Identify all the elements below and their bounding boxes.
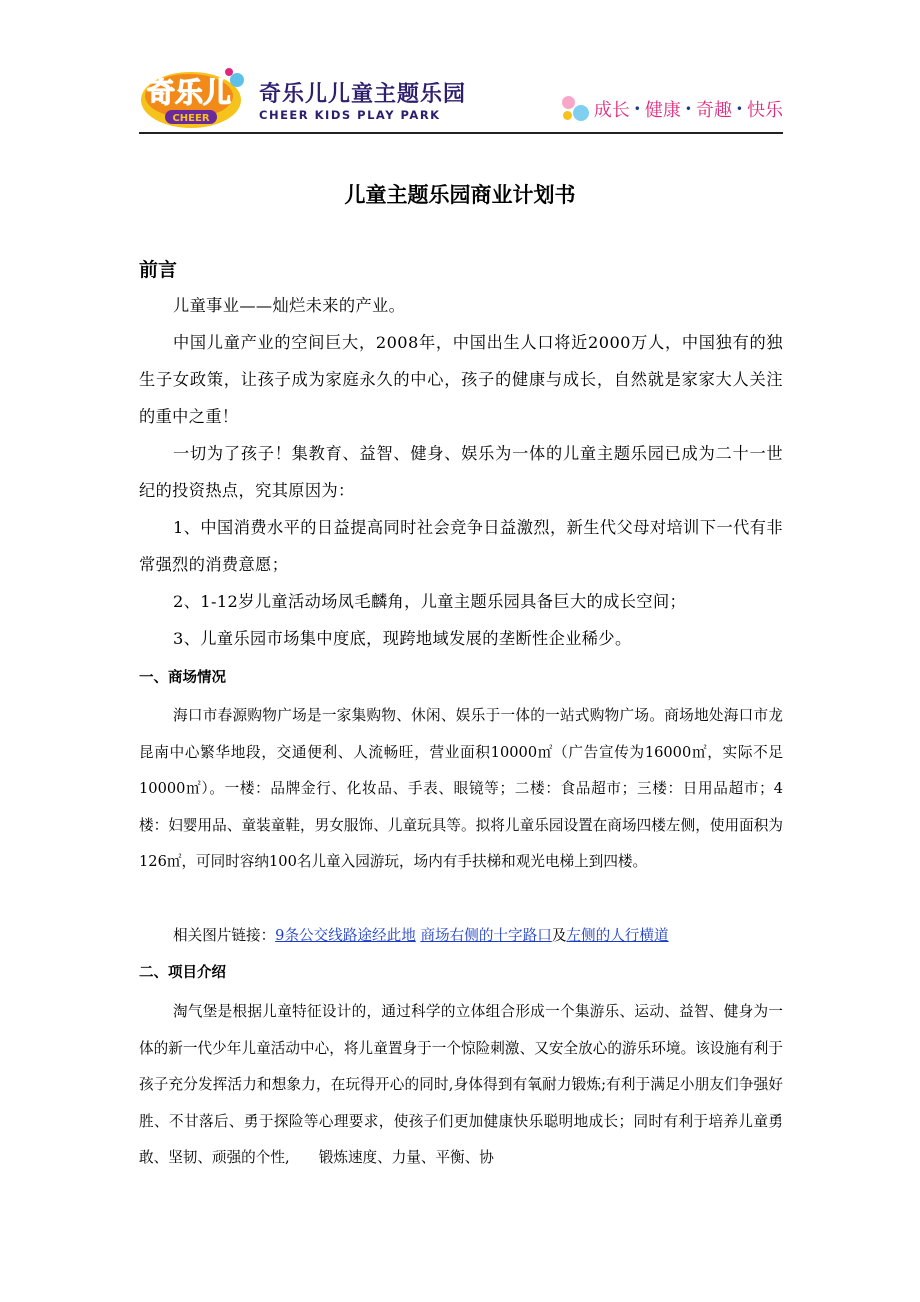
brand-block	[259, 82, 549, 122]
section-heading-mall: 一、商场情况	[139, 670, 226, 686]
logo-subtext: CHEER	[172, 113, 210, 124]
preface-paragraph: 2、1-12岁儿童活动场凤毛麟角，儿童主题乐园具备巨大的成长空间；	[173, 592, 687, 611]
slogan-word: 健康	[644, 100, 681, 121]
logo-text: 奇乐儿	[146, 76, 232, 109]
link-crosswalk[interactable]: 左侧的人行横道	[566, 927, 669, 944]
preface-heading: 前言	[139, 259, 178, 281]
slogan	[560, 94, 783, 124]
preface-paragraph: 中国儿童产业的空间巨大，2008年，中国出生人口将近2000万人，中国独有的独生子女政策，让孩子成为家庭永久的中心，孩子的健康与成长，自然就是家家大人关注的重中之重！	[139, 333, 783, 426]
bubbles-icon	[560, 94, 590, 124]
brand-name-en: CHEER KIDS PLAY PARK	[259, 108, 441, 122]
related-links	[139, 918, 783, 955]
project-paragraph: 淘气堡是根据儿童特征设计的，通过科学的立体组合形成一个集游乐、运动、益智、健身为一体的新一代少年儿童活动中心，将儿童置身于一个惊险刺激、又安全放心的游乐环境。该设施有利于孩子充分发挥活力和想象力，在玩得开心的同时,身体得到有氧耐力锻炼;有利于满足小朋友们争强好胜、不甘落后、勇于探险等心理要求，使孩子们更加健康快乐聪明地成长；同时有利于培养儿童勇敢、坚韧、顽强的个性, 锻炼速度、力量、平衡、协	[139, 1003, 783, 1166]
cheer-logo	[139, 66, 247, 130]
section-heading-project: 二、项目介绍	[139, 965, 226, 981]
slogan-word: 快乐	[747, 100, 783, 121]
slogan-word: 奇趣	[695, 100, 732, 121]
slogan-separator: •	[684, 102, 692, 116]
slogan-separator: •	[633, 102, 641, 116]
mall-paragraph: 海口市春源购物广场是一家集购物、休闲、娱乐于一体的一站式购物广场。商场地处海口市龙昆南中心繁华地段，交通便利、人流畅旺，营业面积10000㎡（广告宣传为16000㎡，实际不足10000㎡）。一楼：品牌金行、化妆品、手表、眼镜等；二楼：食品超市；三楼：日用品超市；4楼：妇婴用品、童装童鞋，男女服饰、儿童玩具等。拟将儿童乐园设置在商场四楼左侧，使用面积为126㎡，可同时容纳100名儿童入园游玩，场内有手扶梯和观光电梯上到四楼。	[139, 707, 783, 870]
preface-paragraph: 3、儿童乐园市场集中度底，现跨地域发展的垄断性企业稀少。	[173, 629, 632, 648]
preface-paragraph: 一切为了孩子！集教育、益智、健身、娱乐为一体的儿童主题乐园已成为二十一世纪的投资热点，究其原因为：	[139, 444, 783, 500]
brand-name-cn: 奇乐儿儿童主题乐园	[259, 82, 467, 107]
document-title: 儿童主题乐园商业计划书	[344, 183, 576, 207]
links-prefix: 相关图片链接：	[173, 927, 276, 944]
link-crossroad[interactable]: 商场右侧的十字路口	[420, 927, 552, 944]
page-header	[139, 62, 783, 134]
preface-paragraph: 儿童事业——灿烂未来的产业。	[173, 296, 406, 315]
slogan-separator: •	[735, 102, 743, 116]
link-bus-routes[interactable]: 9条公交线路途经此地	[275, 927, 416, 944]
header-divider	[139, 132, 783, 134]
links-conjunction: 及	[551, 927, 567, 944]
preface-paragraph: 1、中国消费水平的日益提高同时社会竞争日益激烈，新生代父母对培训下一代有非常强烈的消费意愿；	[139, 518, 783, 574]
slogan-word: 成长	[593, 100, 630, 121]
